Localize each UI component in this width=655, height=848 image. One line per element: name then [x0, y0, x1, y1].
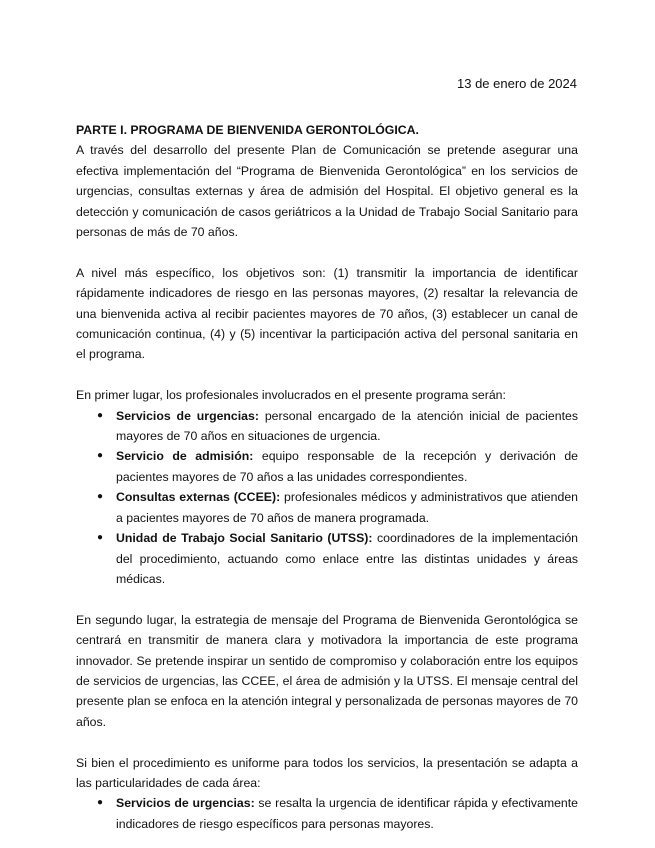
- section-heading: PARTE I. PROGRAMA DE BIENVENIDA GERONTOLÓGICA.: [76, 123, 419, 137]
- list-item-text: se resalta la urgencia de identificar rápida y efectivamente indicadores de riesgo específicos para personas mayores.: [116, 796, 578, 831]
- professionals-list: [76, 406, 578, 590]
- list-item: [76, 528, 578, 589]
- bullet-icon: ●: [97, 491, 104, 503]
- areas-list: [76, 793, 578, 834]
- list-item: [76, 406, 578, 447]
- list-item-term: Consultas externas (CCEE):: [116, 490, 281, 505]
- list-item: [76, 446, 578, 487]
- list-item-term: Servicios de urgencias:: [116, 408, 259, 423]
- adaptation-paragraph: Si bien el procedimiento es uniforme para todos los servicios, la presentación se adapta a las particularidades de cada área:: [76, 755, 578, 790]
- bullet-icon: ●: [97, 532, 104, 544]
- bullet-icon: ●: [97, 450, 104, 462]
- bullet-icon: ●: [97, 409, 104, 421]
- professionals-intro-paragraph: En primer lugar, los profesionales involucrados en el presente programa serán:: [76, 388, 506, 403]
- list-item-text: equipo responsable de la recepción y derivación de pacientes mayores de 70 años a las unidades correspondientes.: [116, 449, 578, 484]
- message-strategy-paragraph: En segundo lugar, la estrategia de mensaje del Programa de Bienvenida Gerontológica se centrará en transmitir de manera clara y motivadora la importancia de este programa innovador. Se pretende inspirar un sentido de compromiso y colaboración entre los equipos de servicios de urgencias, las CCEE, el área de admisión y la UTSS. El mensaje central del presente plan se enfoca en la atención integral y personalizada de personas mayores de 70 años.: [76, 612, 578, 729]
- bullet-icon: ●: [97, 797, 104, 809]
- list-item-text: coordinadores de la implementación del procedimiento, actuando como enlace entre las distintas unidades y áreas médicas.: [116, 531, 578, 586]
- list-item: [76, 793, 578, 834]
- intro-paragraph: A través del desarrollo del presente Plan de Comunicación se pretende asegurar una efectiva implementación del “Programa de Bienvenida Gerontológica” en los servicios de urgencias, consultas externas y área de admisión del Hospital. El objetivo general es la detección y comunicación de casos geriátricos a la Unidad de Trabajo Social Sanitario para personas de más de 70 años.: [76, 143, 578, 240]
- list-item-text: profesionales médicos y administrativos que atienden a pacientes mayores de 70 años de manera programada.: [116, 490, 579, 525]
- list-item: [76, 487, 578, 528]
- list-item-text: personal encargado de la atención inicial de pacientes mayores de 70 años en situaciones de urgencia.: [116, 408, 578, 444]
- document-date: 13 de enero de 2024: [457, 76, 577, 91]
- list-item-term: Unidad de Trabajo Social Sanitario (UTSS):: [116, 531, 373, 546]
- objectives-paragraph: A nivel más específico, los objetivos son: (1) transmitir la importancia de identificar rápidamente indicadores de riesgo en las personas mayores, (2) resaltar la relevancia de una bienvenida activa al recibir pacientes mayores de 70 años, (3) establecer un canal de comunicación continua, (4) y (5) incentivar la participación activa del personal sanitaria en el programa.: [76, 265, 578, 362]
- document-body: [76, 120, 578, 834]
- list-item-term: Servicios de urgencias:: [116, 796, 255, 811]
- list-item-term: Servicio de admisión:: [116, 449, 254, 464]
